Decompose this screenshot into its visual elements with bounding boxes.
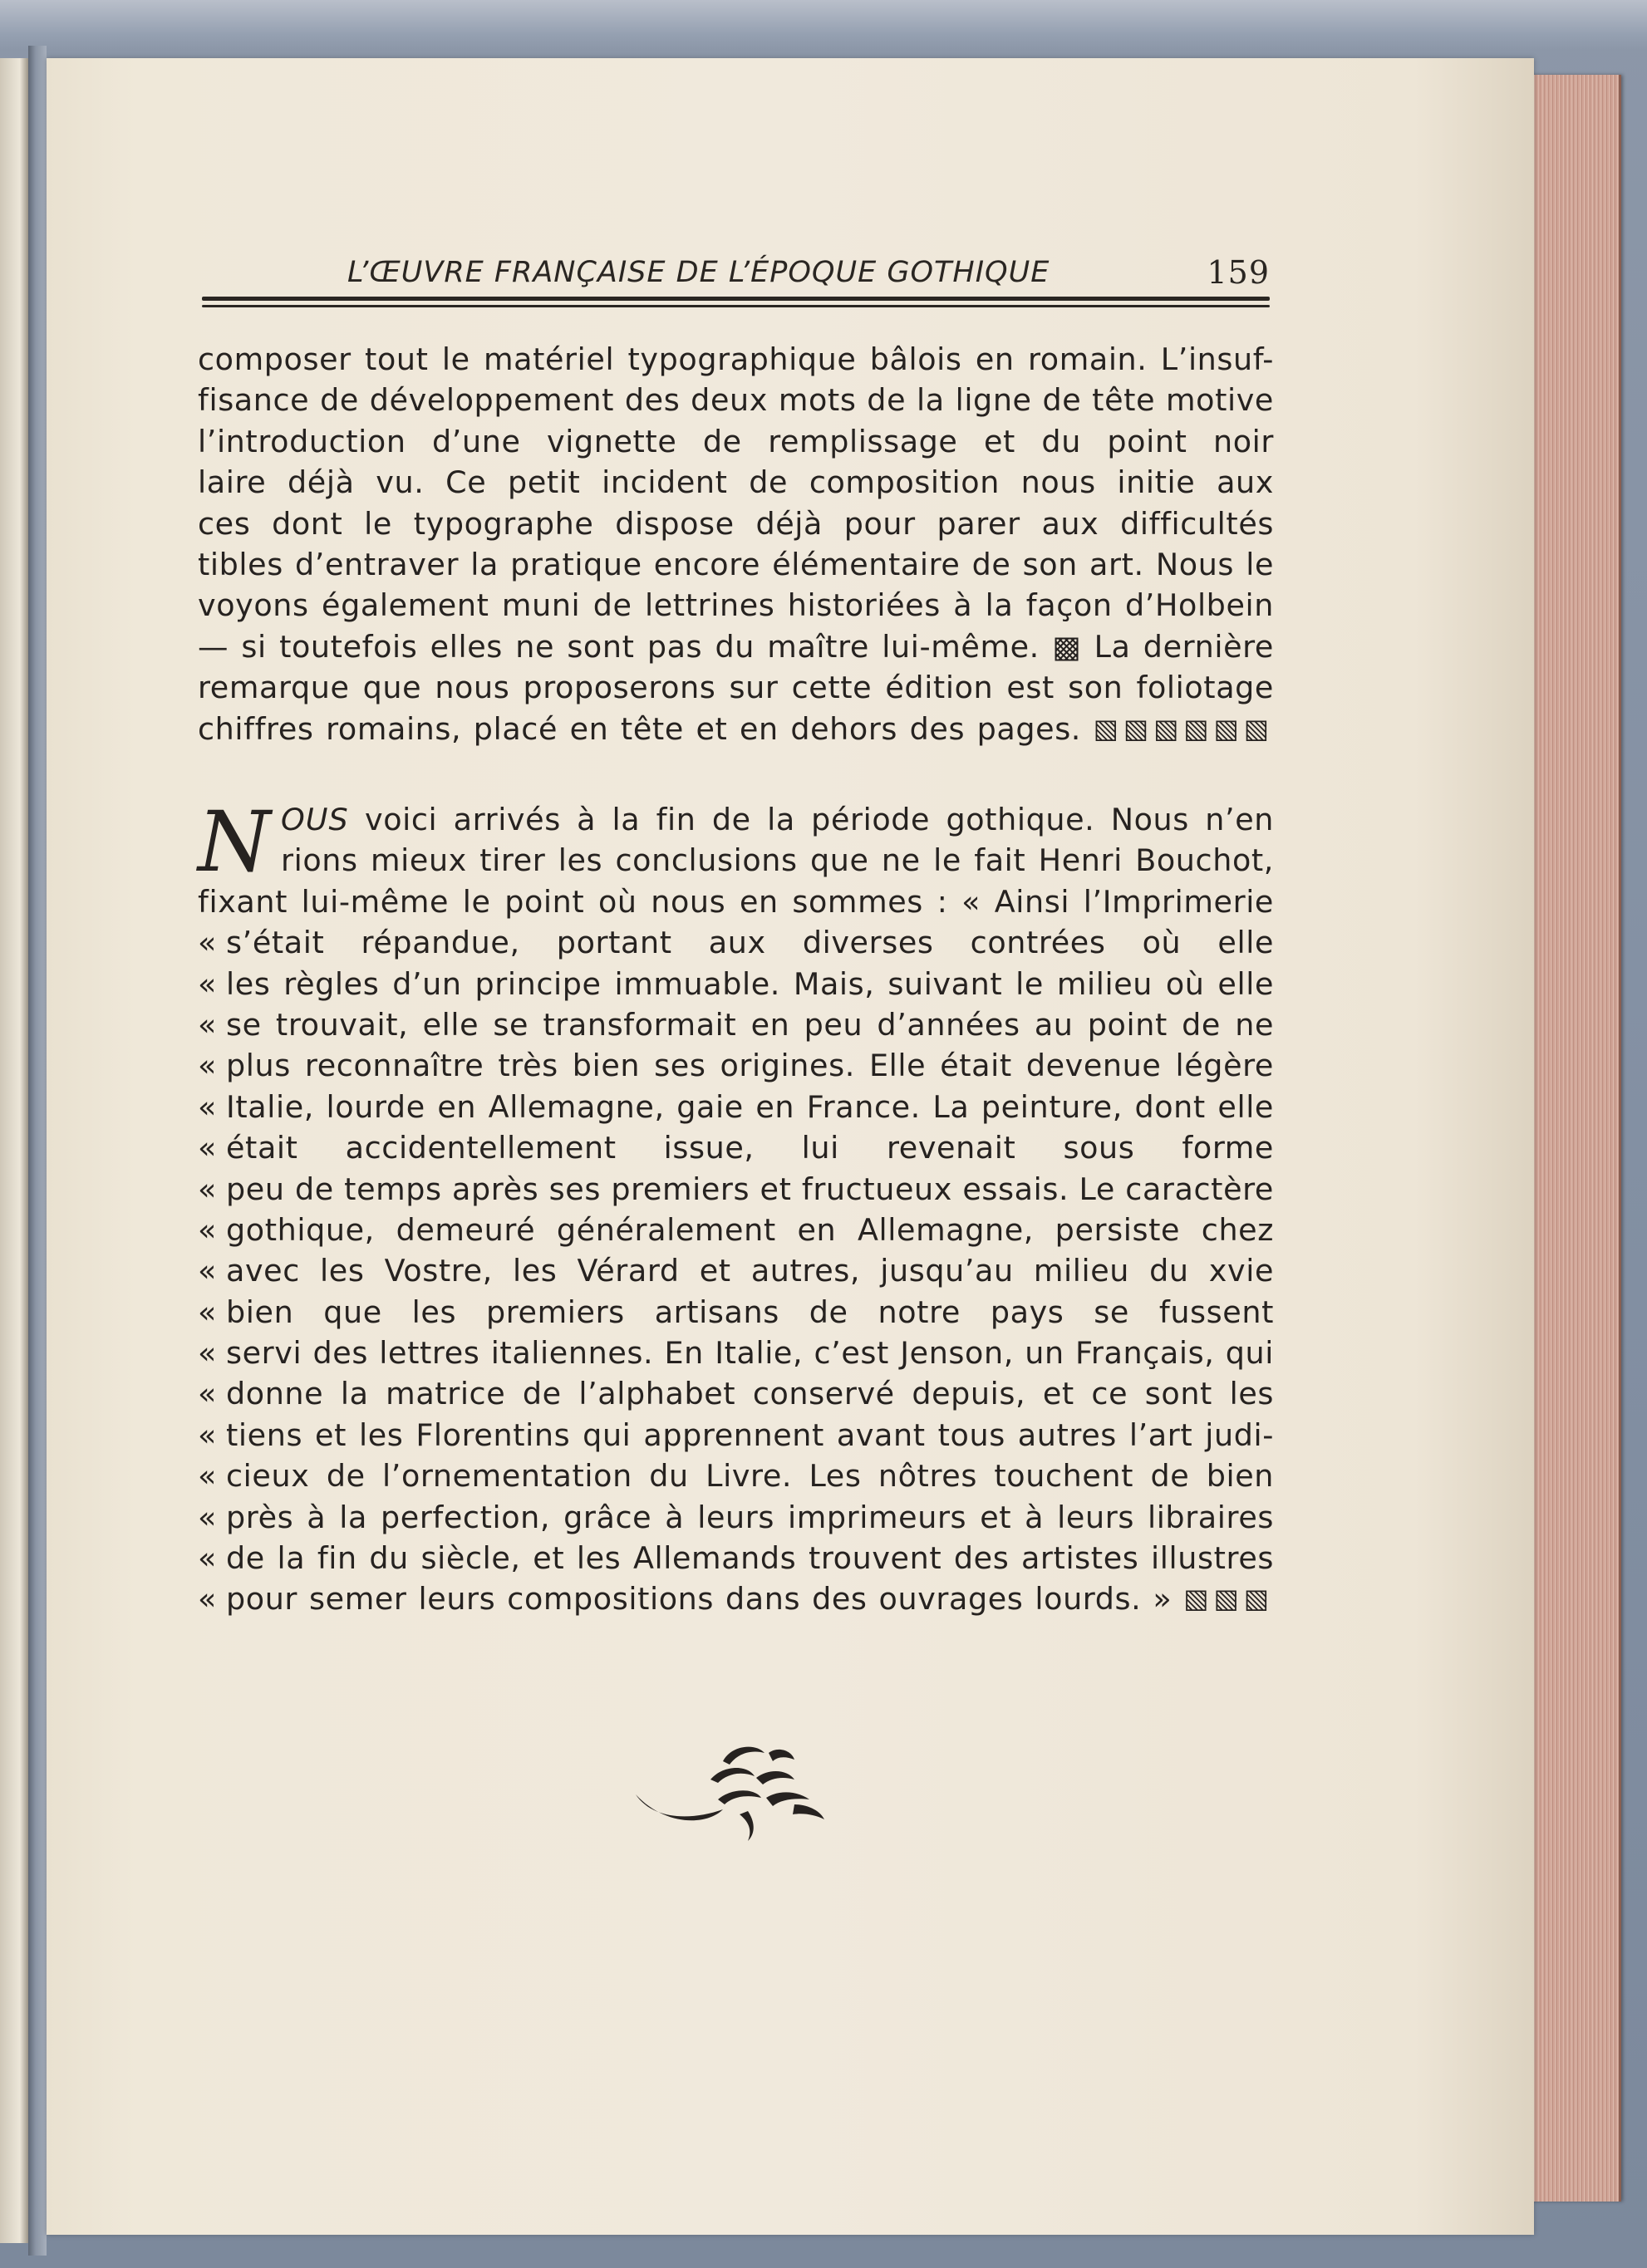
paragraph-line: ces dont le typographe dispose déjà pour parer aux difficultés <box>198 505 1274 542</box>
quote-mark: « <box>198 1416 217 1453</box>
quoted-line <box>198 1292 1274 1333</box>
quoted-line-text: Italie, lourde en Allemagne, gaie en France. La peinture, dont elle <box>226 1088 1274 1125</box>
fleuron-petal <box>718 1790 761 1804</box>
quoted-line-text: bien que les premiers artisans de notre pays se fussent <box>226 1294 1274 1330</box>
quoted-line <box>198 922 1274 963</box>
paragraph-1 <box>198 339 1274 749</box>
quoted-line <box>198 1456 1274 1496</box>
book-gutter <box>28 46 47 2256</box>
quoted-line-text: près à la perfection, grâce à leurs imprimeurs et à leurs libraires <box>226 1499 1274 1535</box>
fleuron-petal <box>756 1771 794 1784</box>
drop-cap: N <box>198 793 272 891</box>
small-caps-word: OUS <box>281 802 349 837</box>
cover-top-shade <box>0 0 1647 50</box>
quoted-line-text: avec les Vostre, les Vérard et autres, jusqu’au milieu du xvie <box>226 1253 1274 1289</box>
quote-mark: « <box>198 1458 217 1495</box>
quoted-final-line <box>198 1578 1274 1619</box>
quote-mark: « <box>198 1253 217 1289</box>
paragraph-line-text: chiffres romains, placé en tête et en dehors des pages. <box>198 710 1082 747</box>
paragraph-last-line <box>198 709 1274 749</box>
quote-mark: « <box>198 1088 217 1125</box>
quoted-line <box>198 1169 1274 1210</box>
quoted-line-text: donne la matrice de l’alphabet conservé depuis, et ce sont les <box>226 1376 1274 1412</box>
quote-mark: « <box>198 1499 217 1535</box>
quoted-line-text: gothique, demeuré généralement en Allemagne, persiste chez <box>226 1211 1274 1248</box>
quoted-line-text: de la fin du siècle, et les Allemands trouvent des artistes illustres <box>226 1540 1274 1577</box>
quoted-line-text: était accidentellement issue, lui revenait sous forme <box>226 1130 1274 1166</box>
quoted-line <box>198 1045 1274 1086</box>
paragraph-line: remarque que nous proposerons sur cette édition est son foliotage <box>198 670 1274 706</box>
quoted-line-text: tiens et les Florentins qui apprennent avant tous autres l’art judi- <box>226 1416 1274 1453</box>
paragraph-2 <box>198 793 1274 1620</box>
paragraph-line: rions mieux tirer les conclusions que ne le fait Henri Bouchot, <box>281 842 1274 879</box>
quoted-line <box>198 1333 1274 1373</box>
quoted-line <box>198 1250 1274 1291</box>
quote-mark: « <box>198 1294 217 1330</box>
quoted-line-text: cieux de l’ornementation du Livre. Les nôtres touchent de bien <box>226 1458 1274 1495</box>
page-edges <box>1521 75 1621 2202</box>
quote-mark: « <box>198 1376 217 1412</box>
quoted-line <box>198 1415 1274 1456</box>
quoted-line <box>198 1087 1274 1127</box>
head-rule-thin <box>202 305 1270 307</box>
quoted-line <box>198 1373 1274 1414</box>
quote-mark: « <box>198 925 217 961</box>
paragraph-line: voyons également muni de lettrines historiées à la façon d’Holbein <box>198 587 1274 624</box>
paragraph-line: — si toutefois elles ne sont pas du maître lui-même. ▩ La dernière <box>198 628 1274 665</box>
quoted-line-text: s’était répandue, portant aux diverses contrées où elle <box>226 925 1274 961</box>
paragraph-line: tibles d’entraver la pratique encore élémentaire de son art. Nous le <box>198 546 1274 582</box>
paragraph-line: fisance de développement des deux mots de la ligne de tête motive <box>198 382 1274 419</box>
quote-mark: « <box>198 1581 217 1618</box>
quote-mark: « <box>198 1130 217 1166</box>
head-rule-thick <box>202 297 1270 301</box>
paragraph-line: fixant lui-même le point où nous en sommes : « Ainsi l’Imprimerie <box>198 883 1274 920</box>
quoted-line-text: servi des lettres italiennes. En Italie, c’est Jenson, un Français, qui <box>226 1335 1274 1372</box>
quoted-line-text: se trouvait, elle se transformait en peu d’années au point de ne <box>226 1006 1274 1043</box>
fleuron-petal <box>710 1768 755 1783</box>
quoted-line <box>198 1127 1274 1168</box>
quote-mark: « <box>198 1211 217 1248</box>
paragraph-line: laire déjà vu. Ce petit incident de composition nous initie aux <box>198 464 1274 501</box>
paragraph-line: l’introduction d’une vignette de remplissage et du point noir <box>198 423 1274 459</box>
paragraph-line-text: voici arrivés à la fin de la période gothique. Nous n’en <box>365 802 1274 837</box>
paragraph-line <box>198 799 1274 840</box>
fleuron-petal <box>766 1792 809 1806</box>
quote-mark: « <box>198 1048 217 1084</box>
quoted-line <box>198 1004 1274 1045</box>
quoted-line <box>198 1538 1274 1578</box>
quoted-line <box>198 964 1274 1004</box>
running-head <box>198 248 1270 297</box>
quoted-line <box>198 1497 1274 1538</box>
head-rule <box>202 297 1270 310</box>
quote-mark: « <box>198 1540 217 1577</box>
fleuron-swash <box>636 1794 723 1820</box>
ornament-icon-row: ▧▧▧▧▧▧ <box>1093 712 1274 744</box>
quoted-line-text: plus reconnaître très bien ses origines. Elle était devenue légère <box>226 1048 1274 1084</box>
quoted-line <box>198 1210 1274 1250</box>
fleuron-drop <box>740 1811 754 1841</box>
quoted-line-text: pour semer leurs compositions dans des ouvrages lourds. » <box>226 1581 1173 1618</box>
fleuron-petal <box>769 1750 794 1761</box>
fleuron-petal <box>723 1747 765 1765</box>
quote-mark: « <box>198 1171 217 1207</box>
quoted-line-text: les règles d’un principe immuable. Mais, suivant le milieu où elle <box>226 965 1274 1002</box>
quote-mark: « <box>198 1335 217 1372</box>
paragraph-line: composer tout le matériel typographique bâlois en romain. L’insuf- <box>198 341 1274 377</box>
page-number: 159 <box>1207 254 1270 291</box>
quoted-line-text: peu de temps après ses premiers et fructueux essais. Le caractère <box>226 1171 1274 1207</box>
fleuron-leaf <box>793 1804 824 1819</box>
fleuron-ornament-icon <box>632 1728 831 1853</box>
quote-mark: « <box>198 965 217 1002</box>
running-head-title: L’ŒUVRE FRANÇAISE DE L’ÉPOQUE GOTHIQUE <box>347 256 1050 289</box>
left-page-edge <box>0 58 28 2243</box>
ornament-icon-row: ▧▧▧ <box>1183 1583 1274 1615</box>
quote-mark: « <box>198 1006 217 1043</box>
